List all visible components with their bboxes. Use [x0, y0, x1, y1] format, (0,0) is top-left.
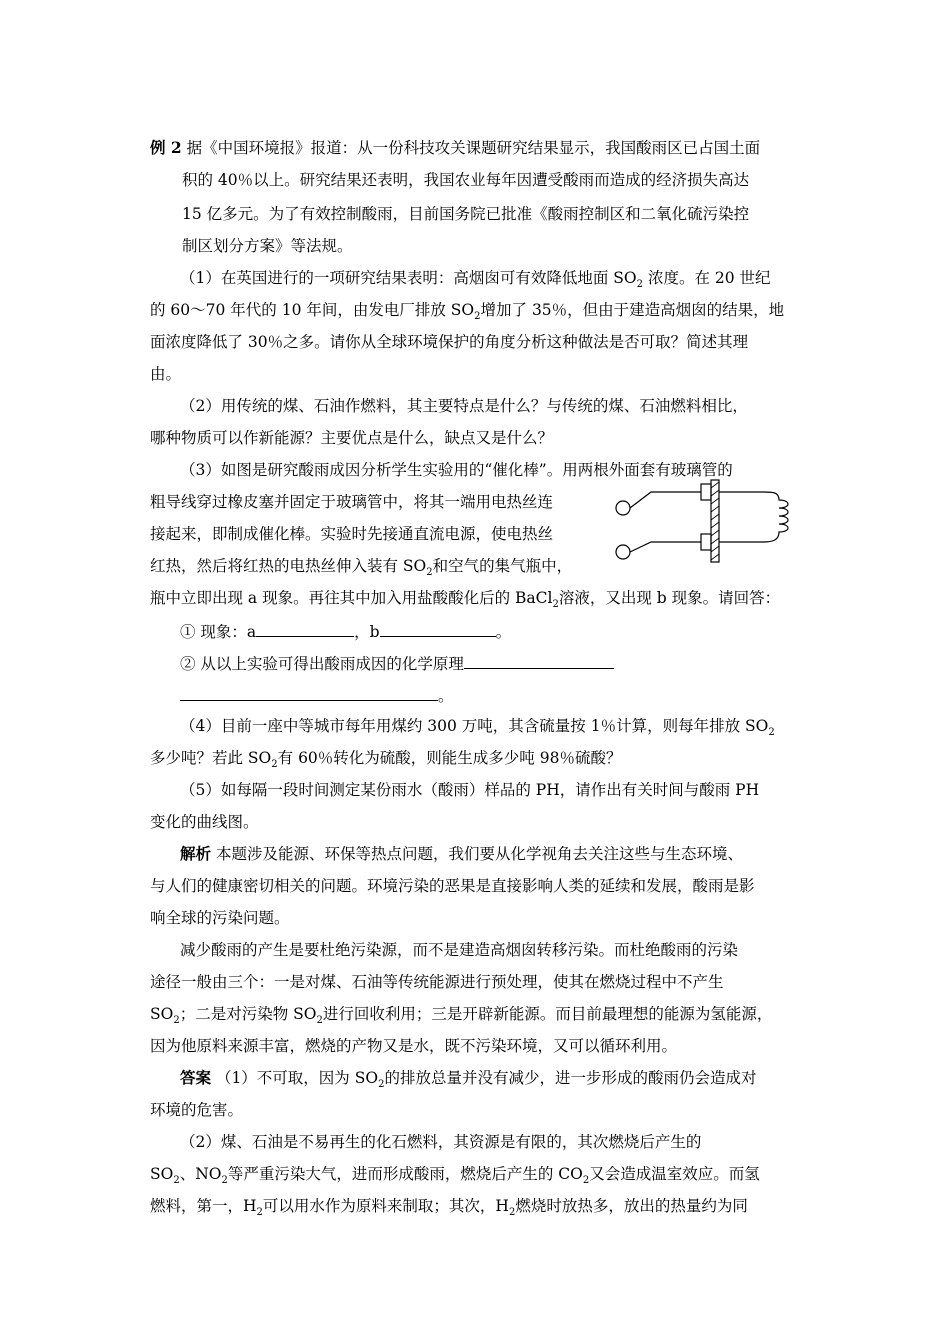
terminal-top-icon — [616, 501, 630, 515]
question-1-line-4: 由。 — [150, 365, 182, 383]
example-intro-line-4: 制区划分方案》等法规。 — [182, 237, 353, 255]
rubber-stopper — [711, 480, 719, 562]
analysis-line-3: 响全球的污染问题。 — [150, 909, 290, 927]
analysis-line-7: 因为他原料来源丰富，燃烧的产物又是水，既不污染环境，又可以循环利用。 — [150, 1037, 678, 1055]
blank-a[interactable] — [256, 620, 354, 637]
question-1-line-2: 的 60～70 年代的 10 年间，由发电厂排放 $SO_2$增加了 35％，但由于建造高烟囱的结果，地 — [150, 301, 785, 323]
question-1-line-1: （1）在英国进行的一项研究结果表明：高烟囱可有效降低地面 $SO_2$ 浓度。在 20 世纪 — [180, 269, 771, 291]
terminal-bottom-icon — [616, 545, 630, 559]
analysis-line-2: 与人们的健康密切相关的问题。环境污染的恶果是直接影响人类的延续和发展，酸雨是影 — [150, 877, 755, 895]
example-intro-line-1: 例 2 据《中国环境报》报道：从一份科技攻关课题研究结果显示，我国酸雨区已占国土面 — [150, 138, 761, 157]
blank-principle-2[interactable] — [180, 684, 438, 701]
question-3-line-4: 红热，然后将红热的电热丝伸入装有 $SO_2$和空气的集气瓶中， — [150, 557, 573, 579]
question-5-line-1: （5）如每隔一段时间测定某份雨水（酸雨）样品的 PH，请作出有关时间与酸雨 PH — [180, 781, 760, 799]
question-1-line-3: 面浓度降低了 30％之多。请你从全球环境保护的角度分析这种做法是否可取？简述其理 — [150, 333, 749, 351]
question-3-sub-2: ② 从以上实验可得出酸雨成因的化学原理 — [180, 652, 614, 674]
example-intro-line-3: 15 亿多元。为了有效控制酸雨，目前国务院已批准《酸雨控制区和二氧化硫污染控 — [182, 205, 750, 223]
tube-cap-bottom — [701, 534, 711, 550]
answer-line-4: $SO_2$、$NO_2$等严重污染大气，进而形成酸雨，燃烧后产生的 $CO_2$又会造成温室效应。而氢 — [150, 1165, 760, 1187]
question-4-line-2: 多少吨？若此 $SO_2$有 60％转化为硫酸，则能生成多少吨 98％硫酸？ — [150, 749, 622, 771]
question-3-line-1: （3）如图是研究酸雨成因分析学生实验用的“催化棒”。用两根外面套有玻璃管的 — [180, 461, 733, 479]
question-2-line-1: （2）用传统的煤、石油作燃料，其主要特点是什么？与传统的煤、石油燃料相比， — [180, 397, 748, 415]
question-4-line-1: （4）目前一座中等城市每年用煤约 300 万吨，其含硫量按 1％计算，则每年排放 $SO_2$ — [180, 717, 775, 739]
question-2-line-2: 哪种物质可以作新能源？主要优点是什么，缺点又是什么？ — [150, 429, 554, 447]
answer-line-2: 环境的危害。 — [150, 1101, 244, 1119]
tube-cap-top — [701, 484, 711, 500]
analysis-line-6: $SO_2$；二是对污染物 $SO_2$进行回收利用；三是开辟新能源。而目前最理想的能源为氢能源， — [150, 1005, 773, 1027]
answer-line-5: 燃料，第一，$H_2$可以用水作为原料来制取；其次，$H_2$燃烧时放热多，放出的热量约为同 — [150, 1197, 748, 1219]
example-label: 例 2 — [150, 138, 182, 157]
catalytic-rod-diagram — [603, 478, 808, 574]
question-3-sub-1: ① 现象：a ，b 。 — [180, 620, 511, 642]
answer-line-3: （2）煤、石油是不易再生的化石燃料，其资源是有限的，其次燃烧后产生的 — [180, 1133, 702, 1151]
blank-principle-1[interactable] — [464, 652, 614, 669]
wire-bottom — [630, 542, 701, 552]
analysis-label: 解析 — [180, 844, 212, 863]
stopper-hatch — [711, 482, 719, 560]
analysis-line-4: 减少酸雨的产生是要杜绝污染源，而不是建造高烟囱转移污染。而杜绝酸雨的污染 — [180, 941, 739, 959]
question-3-sub-2-cont: 。 — [180, 684, 454, 706]
example-intro-line-2: 积的 40％以上。研究结果还表明，我国农业每年因遭受酸雨而造成的经济损失高达 — [182, 171, 750, 189]
analysis-line-1: 解析 本题涉及能源、环保等热点问题，我们要从化学视角去关注这些与生态环境、 — [180, 844, 743, 863]
answer-line-1: 答案 （1）不可取，因为 $SO_2$的排放总量并没有减少，进一步形成的酸雨仍会造成对 — [180, 1068, 757, 1091]
question-3-line-5: 瓶中立即出现 a 现象。再往其中加入用盐酸酸化后的 BaCl$_2$溶液，又出现 b 现象。请回答： — [150, 589, 781, 611]
question-3-line-2: 粗导线穿过橡皮塞并固定于玻璃管中，将其一端用电热丝连 — [150, 493, 554, 511]
question-5-line-2: 变化的曲线图。 — [150, 813, 259, 831]
heating-coil — [763, 492, 788, 542]
question-3-line-3: 接起来，即制成催化棒。实验时先接通直流电源，使电热丝 — [150, 525, 554, 543]
analysis-line-5: 途径一般由三个：一是对煤、石油等传统能源进行预处理，使其在燃烧过程中不产生 — [150, 973, 724, 991]
blank-b[interactable] — [380, 620, 496, 637]
wire-top — [630, 492, 701, 508]
answer-label: 答案 — [180, 1068, 212, 1087]
